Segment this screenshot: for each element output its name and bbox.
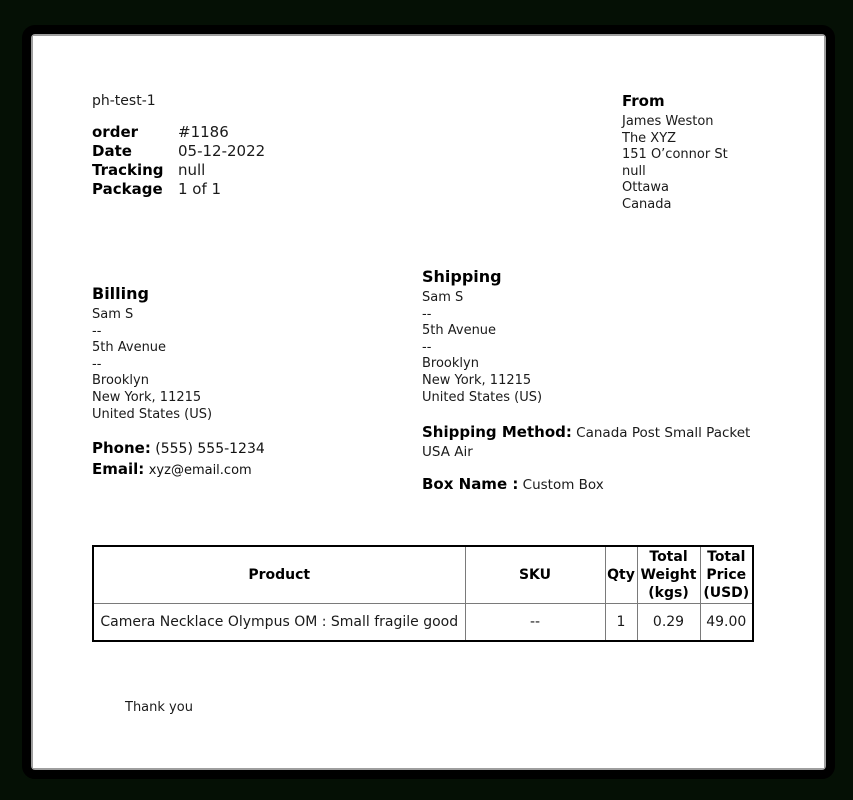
from-line: The XYZ [622,130,677,146]
shipping-address-block [422,267,754,495]
billing-line: 5th Avenue [92,340,167,356]
table-header-row [93,546,753,604]
shipping-line: -- [422,306,432,322]
order-info-block [92,123,265,199]
total-weight-cell: 0.29 [637,604,700,642]
shipping-line: New York, 11215 [422,372,532,388]
billing-line: United States (US) [92,406,213,422]
shipping-method-label: Shipping Method: [422,423,572,442]
line-items-table [92,545,754,642]
from-line: James Weston [622,114,714,129]
billing-line: -- [92,356,102,372]
from-address-block [622,92,812,214]
document-id: ph-test-1 [92,93,156,109]
shipping-method-row [422,423,754,462]
email-value: xyz@email.com [148,462,252,478]
from-heading: From [622,92,665,110]
billing-line: -- [92,323,102,339]
box-name-row [422,475,754,495]
tracking-label: Tracking [92,161,164,179]
thank-you-note: Thank you [125,700,193,715]
shipping-line: -- [422,339,432,355]
email-label: Email: [92,459,145,478]
billing-contact [92,439,402,480]
phone-row [92,439,402,460]
date-value: 05-12-2022 [178,142,266,160]
qty-column-header: Qty [605,546,637,604]
shipping-heading: Shipping [422,267,502,286]
shipping-line: 5th Avenue [422,323,497,339]
shipping-line: Sam S [422,290,464,305]
shipping-line: Brooklyn [422,356,479,372]
sku-cell: -- [465,604,605,642]
box-name-label: Box Name : [422,475,519,494]
qty-cell: 1 [605,604,637,642]
billing-line: Brooklyn [92,373,149,389]
total-price-column-header: Total Price (USD) [700,546,753,604]
email-row [92,460,402,481]
package-label: Package [92,180,163,198]
box-name-value: Custom Box [522,477,604,494]
date-label: Date [92,142,132,160]
document-sheet [33,36,824,768]
product-column-header: Product [93,546,465,604]
from-line: null [622,163,646,179]
shipping-method-value: Canada Post Small Packet USA Air [422,425,751,461]
order-label: order [92,123,139,141]
from-line: Ottawa [622,180,669,196]
table-row [93,604,753,642]
total-weight-column-header: Total Weight (kgs) [637,546,700,604]
page-frame [22,25,835,779]
billing-line: New York, 11215 [92,389,202,405]
package-value: 1 of 1 [178,180,222,198]
billing-address-block [92,284,402,480]
sku-column-header: SKU [465,546,605,604]
shipping-line: United States (US) [422,389,543,405]
from-line: Canada [622,196,672,212]
billing-line: Sam S [92,307,134,322]
total-price-cell: 49.00 [700,604,753,642]
phone-value: (555) 555-1234 [155,441,265,458]
billing-heading: Billing [92,284,149,303]
product-cell: Camera Necklace Olympus OM : Small fragile good [93,604,465,642]
tracking-value: null [178,161,206,179]
order-value: #1186 [178,123,229,141]
from-line: 151 O’connor St [622,147,728,163]
phone-label: Phone: [92,439,151,458]
